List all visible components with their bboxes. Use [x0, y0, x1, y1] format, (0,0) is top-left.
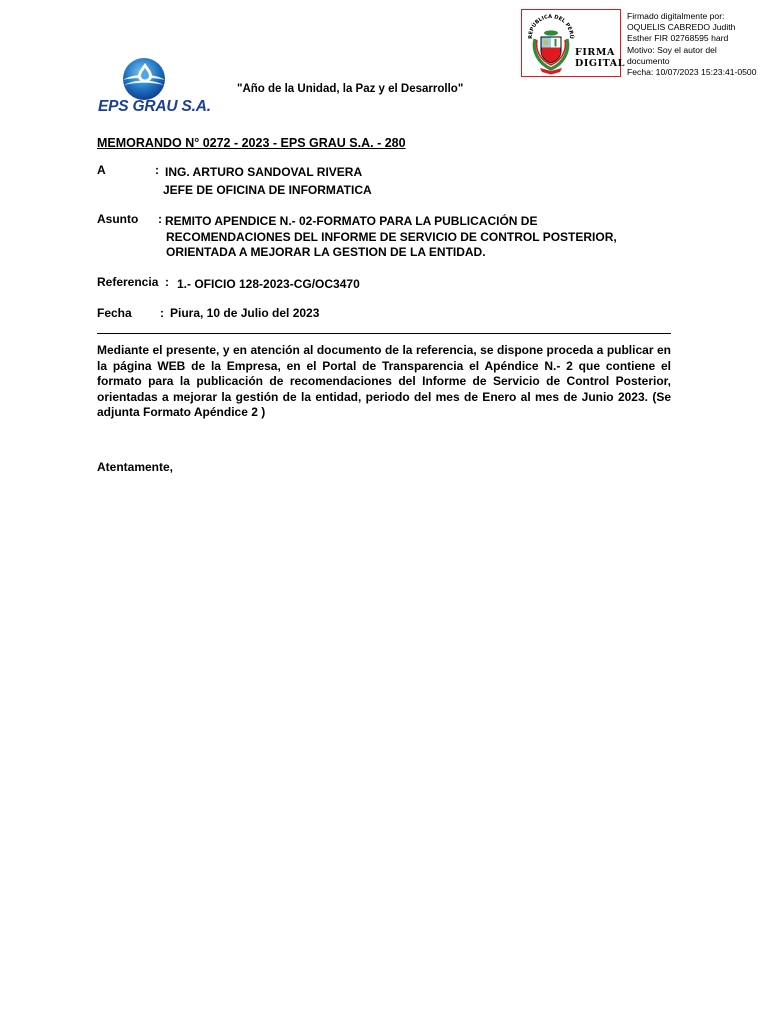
- subject-separator: :: [158, 212, 162, 226]
- memo-body: Mediante el presente, y en atención al documento de la referencia, se dispone proceda a publicar en la página WEB de la Empresa, en el Portal de Transparencia el Apéndice N.- 2 que contiene el formato para la publicación de recomendaciones del Informe de Servicio de Control Posterior, orientadas a mejorar la gestión de la entidad, periodo del mes de Enero al mes de Junio 2023. (Se adjunta Formato Apéndice 2 ): [97, 343, 671, 420]
- signature-line: Motivo: Soy el autor del: [627, 44, 717, 55]
- stamp-label-firma: FIRMA: [575, 47, 615, 58]
- to-line-1: ING. ARTURO SANDOVAL RIVERA: [165, 165, 363, 179]
- signature-line: OQUELIS CABREDO Judith: [627, 22, 736, 33]
- date-label: Fecha: [97, 306, 132, 320]
- signature-details: [627, 11, 768, 78]
- date-separator: :: [160, 306, 164, 320]
- closing-greeting: Atentamente,: [97, 460, 174, 474]
- subject-line-2: RECOMENDACIONES DEL INFORME DE SERVICIO DE CONTROL POSTERIOR,: [166, 230, 617, 244]
- memo-title: MEMORANDO N° 0272 - 2023 - EPS GRAU S.A. - 280: [97, 136, 406, 150]
- signature-line: Fecha: 10/07/2023 15:23:41-0500: [627, 67, 757, 78]
- to-separator: :: [155, 163, 159, 177]
- date-value: Piura, 10 de Julio del 2023: [170, 306, 320, 320]
- reference-value: 1.- OFICIO 128-2023-CG/OC3470: [177, 277, 360, 291]
- stamp-firma-digital-label: [575, 47, 625, 69]
- signature-line: Esther FIR 02768595 hard: [627, 33, 729, 44]
- year-motto: "Año de la Unidad, la Paz y el Desarrollo": [237, 83, 464, 95]
- to-line-2: JEFE DE OFICINA DE INFORMATICA: [163, 183, 372, 197]
- reference-label: Referencia: [97, 275, 159, 289]
- company-logo-text: EPS GRAU S.A.: [98, 98, 211, 115]
- peru-coat-of-arms-icon: [526, 13, 576, 75]
- divider-line: [97, 333, 671, 334]
- stamp-label-digital: DIGITAL: [575, 58, 626, 69]
- subject-line-3: ORIENTADA A MEJORAR LA GESTION DE LA ENTIDAD.: [166, 245, 486, 259]
- subject-label: Asunto: [97, 212, 139, 226]
- signature-line: Firmado digitalmente por:: [627, 11, 725, 21]
- to-label: A: [97, 163, 106, 177]
- digital-signature-stamp: [521, 9, 626, 77]
- water-drop-logo-icon: [96, 58, 206, 100]
- company-logo: [96, 58, 211, 120]
- subject-line-1: REMITO APENDICE N.- 02-FORMATO PARA LA PUBLICACIÓN DE: [165, 214, 538, 228]
- reference-separator: :: [165, 275, 169, 289]
- signature-line: documento: [627, 55, 670, 66]
- stamp-header-text: REPÚBLICA DEL PERÚ: [527, 13, 575, 39]
